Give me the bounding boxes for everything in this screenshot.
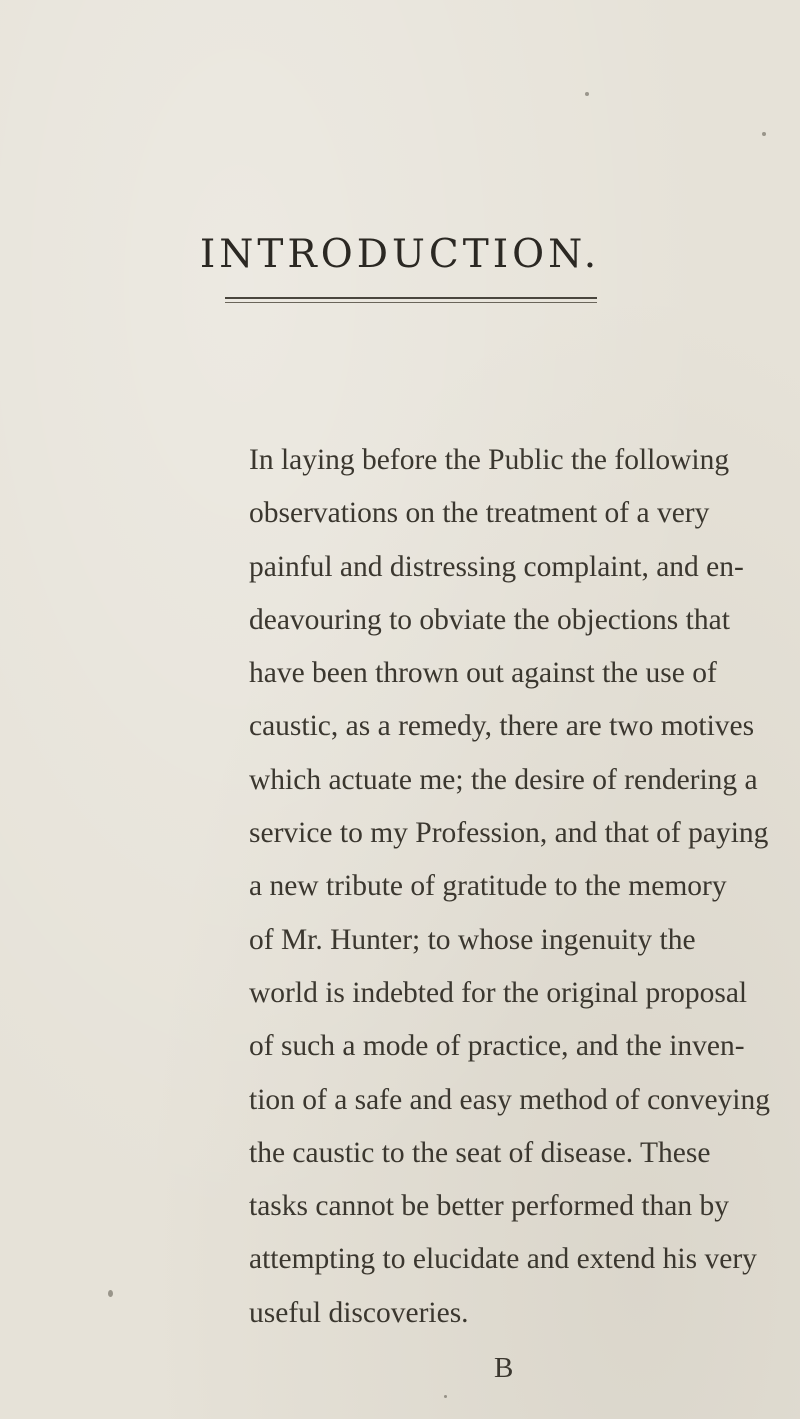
paragraph-line: useful discoveries.	[249, 1296, 469, 1329]
paragraph-line: tion of a safe and easy method of conveying	[249, 1083, 771, 1116]
paragraph-line: observations on the treatment of a very	[249, 497, 710, 530]
paper-speck	[108, 1290, 113, 1297]
paragraph-line: attempting to elucidate and extend his very	[249, 1243, 757, 1276]
paragraph-line: world is indebted for the original proposal	[249, 976, 748, 1009]
page-title: INTRODUCTION.	[199, 232, 601, 277]
paper-speck	[444, 1395, 447, 1398]
paragraph-line: painful and distressing complaint, and en-	[249, 550, 744, 583]
paragraph-line: the caustic to the seat of disease. These	[249, 1136, 711, 1169]
catchword: B	[494, 1352, 514, 1384]
paragraph-line: tasks cannot be better performed than by	[249, 1190, 730, 1223]
paper-speck	[762, 132, 766, 136]
paragraph-line: of such a mode of practice, and the inven-	[249, 1030, 745, 1063]
paragraph-line: which actuate me; the desire of rendering a	[249, 763, 758, 796]
paragraph-line: a new tribute of gratitude to the memory	[249, 870, 727, 903]
paragraph-line: of Mr. Hunter; to whose ingenuity the	[249, 923, 696, 956]
title-rule	[225, 297, 597, 303]
paper-speck	[585, 92, 589, 96]
paragraph-line: service to my Profession, and that of paying	[249, 817, 769, 850]
paragraph-line: have been thrown out against the use of	[249, 657, 717, 690]
introduction-paragraph	[249, 434, 771, 1340]
paragraph-line: In laying before the Public the following	[249, 444, 730, 476]
paragraph-line: deavouring to obviate the objections that	[249, 603, 730, 636]
paragraph-line: caustic, as a remedy, there are two motives	[249, 710, 755, 743]
